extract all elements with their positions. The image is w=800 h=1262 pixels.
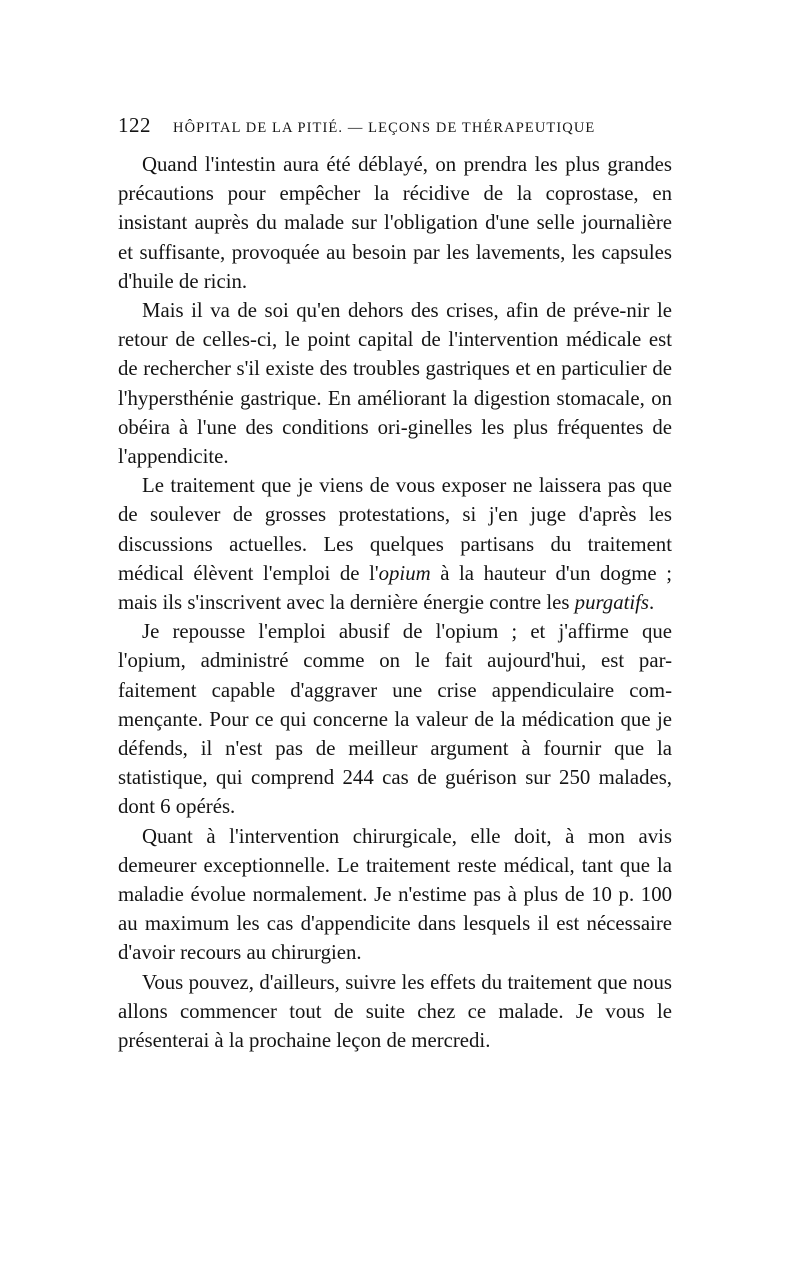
- body-text: [118, 150, 672, 1055]
- paragraph: Je repousse l'emploi abusif de l'opium ; et j'affirme que l'opium, administré comme on le fait aujourd'hui, est par-faitement capable d'aggraver une crise appendiculaire com-mençante. Pour ce qui concerne la valeur de la médication que je défends, il n'est pas de meilleur argument à fournir que la statistique, qui comprend 244 cas de guérison sur 250 malades, dont 6 opérés.: [118, 620, 672, 819]
- paragraph: Vous pouvez, d'ailleurs, suivre les effets du traitement que nous allons commencer tout de suite chez ce malade. Je vous le présenterai à la prochaine leçon de mercredi.: [118, 970, 672, 1053]
- emphasis-purgatifs: purgatifs: [574, 591, 650, 615]
- emphasis-opium: opium: [378, 561, 431, 585]
- running-head: HÔPITAL DE LA PITIÉ. — LEÇONS DE THÉRAPEUTIQUE: [173, 120, 596, 136]
- page-number: 122: [118, 113, 151, 137]
- paragraph-text: à la hauteur d'un dogme ; mais ils s'inscrivent avec la dernière énergie contre les: [118, 561, 673, 615]
- paragraph-text: .: [649, 591, 655, 615]
- paragraph: Mais il va de soi qu'en dehors des crises, afin de préve-nir le retour de celles-ci, le point capital de l'intervention médicale est de rechercher s'il existe des troubles gastriques et en particulier de l'hypersthénie gastrique. En améliorant la digestion stomacale, on obéira à l'une des conditions ori-ginelles les plus fréquentes de l'appendicite.: [118, 299, 672, 469]
- paragraph-text: Le traitement que je viens de vous exposer ne laissera pas que de soulever de grosses protestations, si j'en juge d'après les discussions actuelles. Les quelques partisans du traitement médical élèvent l'emploi de l': [118, 474, 672, 585]
- paragraph: Quant à l'intervention chirurgicale, elle doit, à mon avis demeurer exceptionnelle. Le traitement reste médical, tant que la maladie évolue normalement. Je n'estime pas à plus de 10 p. 100 au maximum les cas d'appendicite dans lesquels il est nécessaire d'avoir recours au chirurgien.: [118, 824, 672, 965]
- paragraph: [118, 471, 672, 617]
- page-header: [118, 113, 678, 143]
- paragraph: Quand l'intestin aura été déblayé, on prendra les plus grandes précautions pour empêcher la récidive de la coprostase, en insistant auprès du malade sur l'obligation d'une selle journalière et suffisante, provoquée au besoin par les lavements, les capsules d'huile de ricin.: [118, 153, 672, 293]
